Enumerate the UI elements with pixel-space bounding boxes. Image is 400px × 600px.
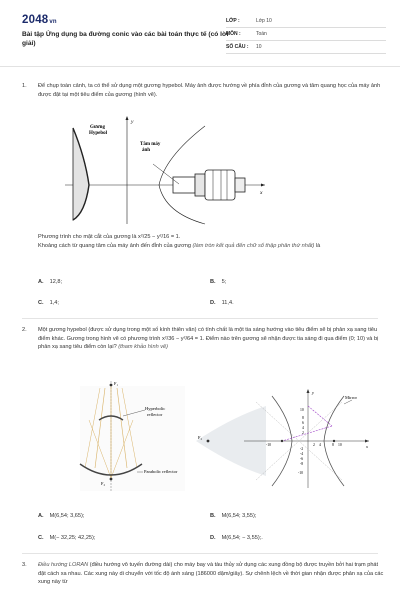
mirror-label: Gương (90, 125, 105, 130)
svg-text:10: 10 (338, 443, 342, 447)
option-d[interactable]: D. 11,4. (210, 300, 234, 306)
meta-row-count: SỐ CÂU : 10 (226, 41, 386, 54)
option-c[interactable]: C. 1,4; (38, 300, 59, 306)
site-logo[interactable]: 2048vn (22, 14, 57, 26)
document-header (0, 0, 400, 62)
svg-text:-10: -10 (298, 471, 304, 475)
document-title: Bài tập Ứng dụng ba đường conic vào các bài toán thực tế (có lời giải) (22, 31, 229, 47)
svg-text:reflector: reflector (147, 412, 163, 417)
svg-text:2: 2 (302, 431, 304, 435)
meta-row-subject: MÔN : Toán (226, 28, 386, 41)
svg-text:-10: -10 (266, 443, 272, 447)
question-number: 1. (22, 83, 27, 89)
hyperbola-graph-figure (194, 386, 374, 490)
svg-text:-8: -8 (300, 462, 304, 466)
telescope-mirror-figure (75, 376, 190, 496)
meta-row-class: LỚP : Lớp 10 (226, 15, 386, 28)
option-b[interactable]: B. 5; (210, 279, 227, 285)
svg-text:10: 10 (300, 408, 304, 412)
svg-text:y: y (312, 390, 314, 395)
svg-text:Hyperbolic: Hyperbolic (145, 406, 166, 411)
question-separator (22, 318, 378, 319)
svg-text:F₂: F₂ (198, 435, 203, 440)
meta-table (226, 15, 386, 54)
svg-text:6: 6 (302, 421, 304, 425)
svg-text:8: 8 (302, 416, 304, 420)
svg-text:8: 8 (332, 443, 334, 447)
axis-label-y: y (131, 119, 134, 125)
svg-text:Mirror: Mirror (345, 395, 357, 400)
option-a[interactable]: A. 12,8; (38, 279, 63, 285)
question-number: 2. (22, 327, 27, 333)
question-number: 3. (22, 562, 27, 568)
option-c[interactable]: C. M(− 32,25; 42,25); (38, 535, 96, 541)
question-text: Để chụp toàn cảnh, ta có thể sử dụng một gương hypebol. Máy ảnh được hướng về phía đỉnh của gương và tâm quang học của máy ảnh được đặt tại một tiêu điểm của gương (hình vẽ). (38, 83, 381, 98)
svg-text:F₂: F₂ (101, 481, 106, 486)
hyperbolic-mirror-figure (55, 112, 270, 227)
option-b[interactable]: B. M(6,54; 3,55); (210, 513, 257, 519)
svg-text:-6: -6 (300, 457, 304, 461)
question-separator (22, 553, 378, 554)
svg-text:F₁: F₁ (114, 381, 119, 386)
svg-text:4: 4 (319, 443, 321, 447)
svg-text:-2: -2 (300, 447, 304, 451)
equation: x²/25 − y²/16 = 1. (138, 234, 181, 240)
option-a[interactable]: A. M(6,54; 3,65); (38, 513, 85, 519)
header-divider (0, 66, 400, 67)
mirror-label: Hypebol (89, 131, 108, 136)
equation: x²/36 − y²/64 = 1. (161, 335, 205, 342)
svg-text:2: 2 (313, 443, 315, 447)
camera-label: Tâm máy (140, 142, 161, 147)
axis-label-x: x (260, 190, 263, 196)
svg-text:x: x (366, 444, 368, 449)
svg-text:Parabolic reflector: Parabolic reflector (144, 469, 178, 474)
camera-label: ảnh (142, 148, 151, 153)
option-d[interactable]: D. M(6,54; − 3,55);. (210, 535, 263, 541)
svg-text:-4: -4 (300, 452, 304, 456)
svg-text:4: 4 (302, 426, 304, 430)
